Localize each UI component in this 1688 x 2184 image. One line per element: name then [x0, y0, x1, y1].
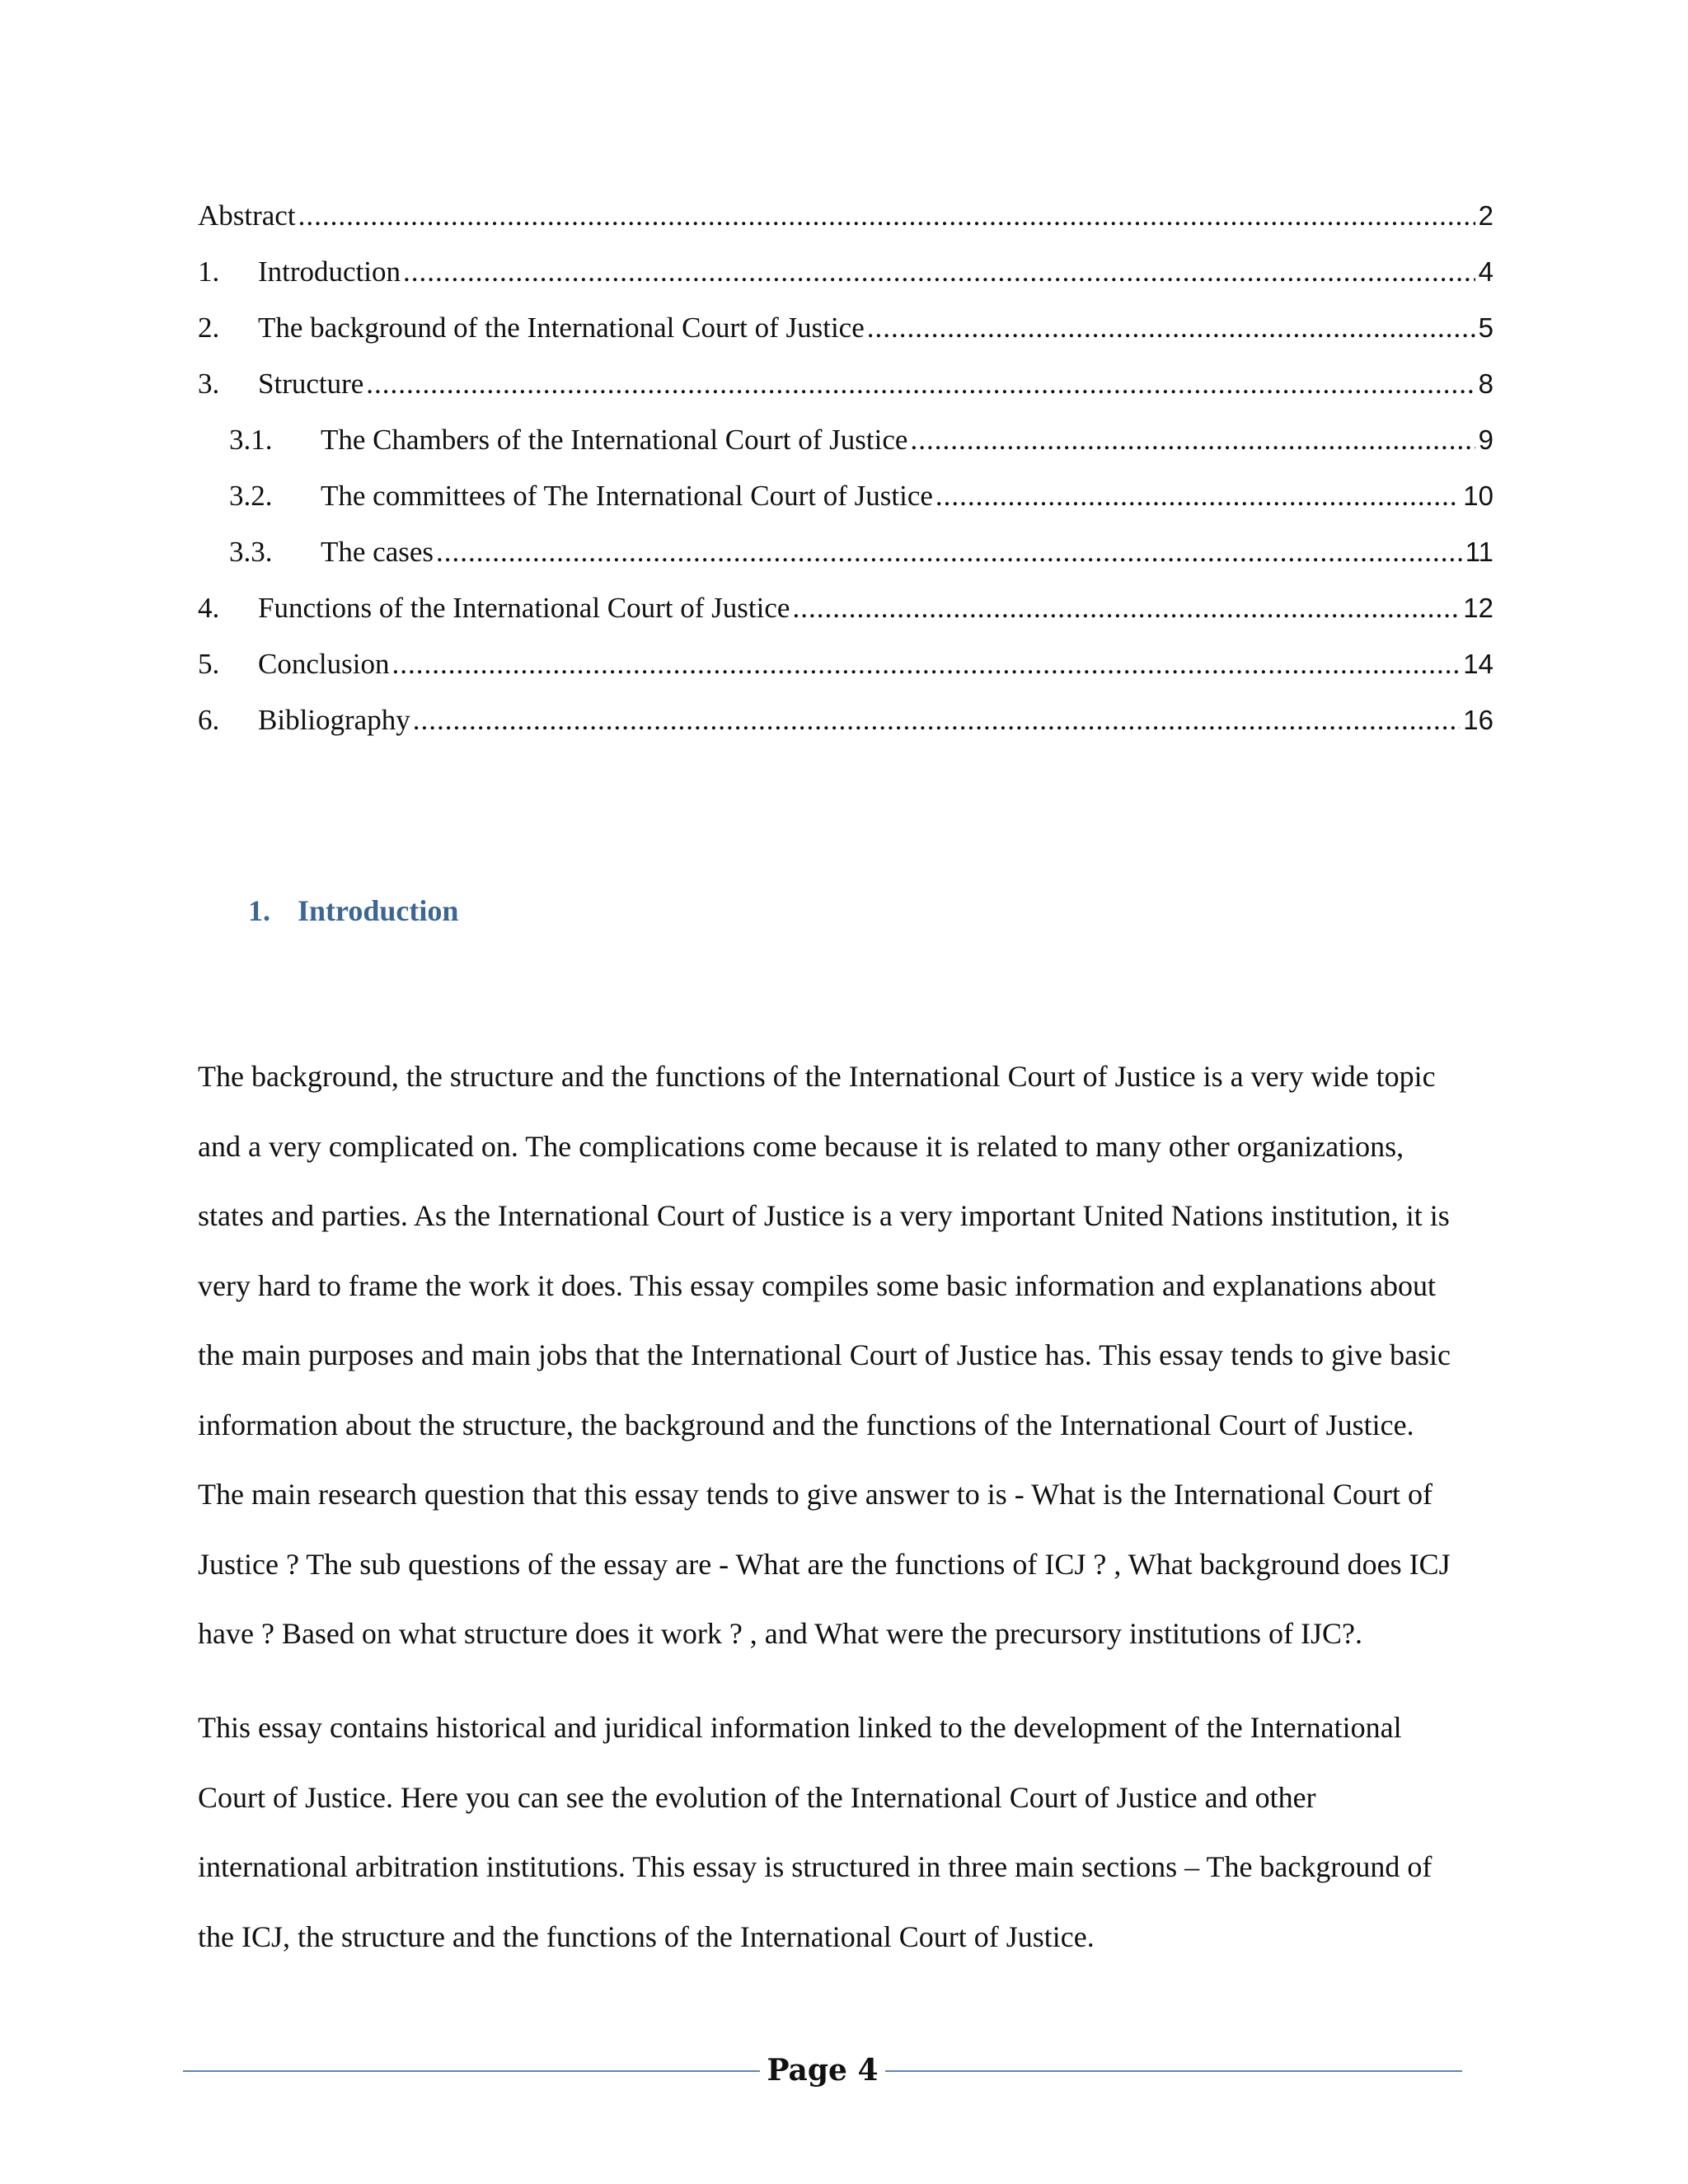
toc-dot-leader — [910, 417, 1475, 463]
toc-entry-number: 3.1. — [229, 424, 273, 456]
toc-entry-conclusion[interactable] — [198, 641, 1493, 697]
toc-entry-page: 10 — [1463, 480, 1493, 511]
toc-entry-title: Bibliography — [258, 704, 410, 736]
section-number: 1. — [248, 894, 270, 927]
body-paragraph-1: The background, the structure and the functions of the International Court of Justice is a very wide topic and a very complicated on. The complications come because it is related to many other organizations, states and parties. As the International Court of Justice is a very important United Nations institution, it is very hard to frame the work it does. This essay compiles some basic information and explanations about the main purposes and main jobs that the International Court of Justice has. This essay tends to give basic information about the structure, the background and the functions of the International Court of Justice. The main research question that this essay tends to give answer to is - What is the International Court of Justice ? The sub questions of the essay are - What are the functions of ICJ ? , What background does ICJ have ? Based on what structure does it work ? , and What were the precursory institutions of IJC?. — [198, 1060, 1451, 1650]
toc-entry-title: Functions of the International Court of Justice — [258, 592, 790, 624]
toc-entry-page: 4 — [1478, 256, 1493, 287]
toc-dot-leader — [867, 305, 1475, 351]
section-title: Introduction — [298, 894, 459, 927]
toc-entry-title: Conclusion — [258, 648, 390, 680]
toc-entry-page: 14 — [1463, 649, 1493, 679]
toc-entry-functions[interactable] — [198, 585, 1493, 641]
toc-dot-leader — [392, 641, 1460, 687]
toc-entry-cases[interactable] — [198, 529, 1493, 585]
toc-entry-page: 8 — [1478, 368, 1493, 399]
toc-entry-page: 5 — [1478, 312, 1493, 343]
toc-entry-introduction[interactable] — [198, 249, 1493, 305]
toc-entry-page: 9 — [1478, 424, 1493, 455]
toc-entry-background[interactable] — [198, 305, 1493, 361]
table-of-contents — [198, 193, 1493, 753]
toc-entry-abstract[interactable] — [198, 193, 1493, 249]
toc-entry-number: 4. — [198, 592, 220, 624]
section-heading-introduction — [248, 893, 458, 928]
toc-dot-leader — [413, 697, 1461, 743]
toc-entry-number: 3.2. — [229, 480, 273, 512]
toc-entry-title: The background of the International Court of Justice — [258, 312, 865, 344]
toc-entry-number: 5. — [198, 648, 220, 680]
toc-entry-number: 2. — [198, 312, 220, 344]
toc-dot-leader — [792, 585, 1460, 631]
toc-dot-leader — [436, 529, 1462, 575]
page-number: Page 4 — [767, 2053, 879, 2088]
footer-rule-left — [183, 2070, 760, 2072]
toc-entry-title: The cases — [321, 536, 434, 568]
toc-entry-title: The committees of The International Court of Justice — [321, 480, 933, 512]
toc-entry-page: 12 — [1463, 593, 1493, 623]
toc-entry-chambers[interactable] — [198, 417, 1493, 473]
toc-entry-title: Structure — [258, 368, 364, 400]
toc-entry-number: 3. — [198, 368, 220, 400]
toc-entry-title: Introduction — [258, 255, 401, 288]
toc-entry-bibliography[interactable] — [198, 697, 1493, 753]
toc-entry-page: 16 — [1463, 705, 1493, 735]
toc-dot-leader — [298, 193, 1475, 239]
toc-entry-page: 2 — [1478, 200, 1493, 231]
toc-dot-leader — [935, 473, 1460, 519]
toc-entry-title: The Chambers of the International Court of Justice — [321, 424, 908, 456]
toc-dot-leader — [403, 249, 1475, 295]
toc-entry-number: 1. — [198, 255, 220, 288]
footer-rule-right — [885, 2070, 1462, 2072]
body-paragraph-2: This essay contains historical and juridical information linked to the development of the International Court of Justice. Here you can see the evolution of the International Court of Justice and other international arbitration institutions. This essay is structured in three main sections – The background of the ICJ, the structure and the functions of the International Court of Justice. — [198, 1711, 1432, 1953]
toc-entry-number: 6. — [198, 704, 220, 736]
toc-entry-title: Abstract — [198, 199, 296, 232]
toc-entry-number: 3.3. — [229, 536, 273, 568]
toc-entry-structure[interactable] — [198, 361, 1493, 417]
page-footer — [183, 2047, 1462, 2097]
toc-dot-leader — [366, 361, 1475, 407]
toc-entry-page: 11 — [1465, 537, 1493, 567]
toc-entry-committees[interactable] — [198, 473, 1493, 529]
